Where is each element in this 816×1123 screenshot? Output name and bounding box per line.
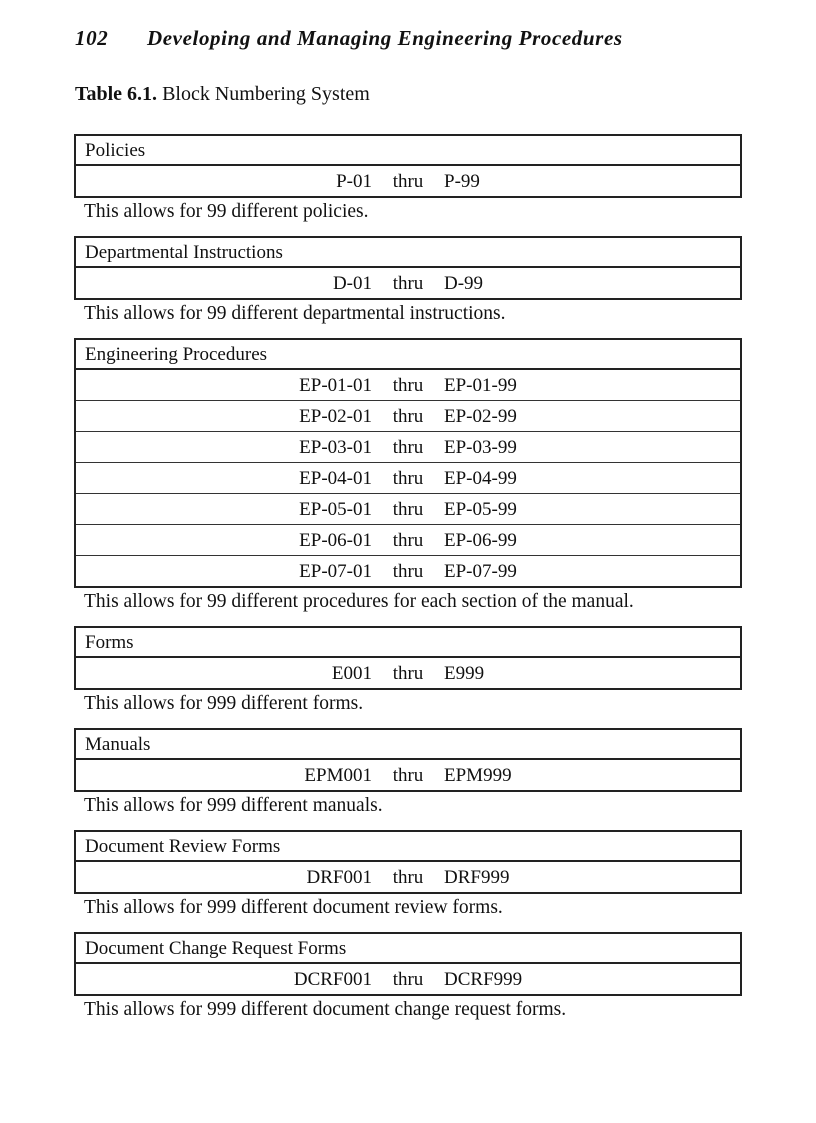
range-thru: thru: [392, 171, 424, 192]
numbering-block: [74, 626, 742, 716]
block-box: [74, 932, 742, 996]
range-row: [76, 493, 740, 524]
range-end: EP-02-99: [444, 406, 517, 427]
block-note: This allows for 99 different policies.: [84, 201, 369, 222]
book-title: Developing and Managing Engineering Procedures: [147, 26, 623, 50]
range-end: EPM999: [444, 765, 512, 786]
table-caption-title: Block Numbering System: [162, 83, 370, 105]
range-thru: thru: [392, 969, 424, 990]
numbering-block: [74, 338, 742, 614]
range-start: D-01: [332, 273, 372, 294]
range-thru: thru: [392, 468, 424, 489]
range-thru: thru: [392, 437, 424, 458]
range-thru: thru: [392, 765, 424, 786]
block-box: [74, 728, 742, 792]
running-head: [75, 26, 623, 51]
range-row: [76, 964, 740, 994]
range-end: D-99: [444, 273, 484, 294]
block-box: [74, 236, 742, 300]
block-title: Departmental Instructions: [76, 238, 740, 268]
block-ranges: [76, 862, 740, 892]
block-note: This allows for 999 different document review forms.: [84, 897, 503, 918]
range-row: [76, 370, 740, 400]
block-title: Policies: [76, 136, 740, 166]
range-start: DCRF001: [293, 969, 372, 990]
block-ranges: [76, 166, 740, 196]
range-thru: thru: [392, 406, 424, 427]
range-thru: thru: [392, 530, 424, 551]
range-start: DRF001: [306, 867, 372, 888]
range-thru: thru: [392, 561, 424, 582]
block-title: Document Review Forms: [76, 832, 740, 862]
range-start: EP-03-01: [299, 437, 372, 458]
block-numbering-table: [74, 134, 742, 1034]
block-note: This allows for 99 different procedures for each section of the manual.: [84, 591, 634, 612]
table-caption-label: Table 6.1.: [75, 83, 158, 105]
range-start: P-01: [336, 171, 372, 192]
page-number: 102: [75, 26, 109, 50]
range-end: EP-01-99: [444, 375, 517, 396]
range-start: EP-06-01: [299, 530, 372, 551]
block-note: This allows for 99 different departmental instructions.: [84, 303, 506, 324]
range-row: [76, 431, 740, 462]
block-note: This allows for 999 different document change request forms.: [84, 999, 567, 1020]
block-title: Engineering Procedures: [76, 340, 740, 370]
range-row: [76, 760, 740, 790]
block-ranges: [76, 964, 740, 994]
block-box: [74, 338, 742, 588]
numbering-block: [74, 134, 742, 224]
block-title: Document Change Request Forms: [76, 934, 740, 964]
block-box: [74, 626, 742, 690]
range-end: EP-06-99: [444, 530, 517, 551]
range-end: EP-04-99: [444, 468, 517, 489]
block-box: [74, 134, 742, 198]
block-box: [74, 830, 742, 894]
range-thru: thru: [392, 375, 424, 396]
block-ranges: [76, 760, 740, 790]
range-row: [76, 862, 740, 892]
range-row: [76, 400, 740, 431]
block-ranges: [76, 658, 740, 688]
range-row: [76, 462, 740, 493]
block-note: This allows for 999 different forms.: [84, 693, 364, 714]
range-thru: thru: [392, 867, 424, 888]
range-row: [76, 555, 740, 586]
range-start: EPM001: [304, 765, 372, 786]
range-row: [76, 268, 740, 298]
range-row: [76, 524, 740, 555]
numbering-block: [74, 728, 742, 818]
range-row: [76, 658, 740, 688]
block-ranges: [76, 370, 740, 586]
numbering-block: [74, 236, 742, 326]
range-end: DRF999: [444, 867, 510, 888]
range-start: EP-02-01: [299, 406, 372, 427]
range-end: DCRF999: [444, 969, 523, 990]
range-start: EP-01-01: [299, 375, 372, 396]
range-start: E001: [331, 663, 372, 684]
block-ranges: [76, 268, 740, 298]
range-start: EP-04-01: [299, 468, 372, 489]
block-title: Forms: [76, 628, 740, 658]
table-caption: [75, 83, 370, 106]
range-end: EP-05-99: [444, 499, 517, 520]
numbering-block: [74, 830, 742, 920]
range-start: EP-05-01: [299, 499, 372, 520]
range-end: EP-07-99: [444, 561, 517, 582]
range-row: [76, 166, 740, 196]
block-note: This allows for 999 different manuals.: [84, 795, 383, 816]
range-start: EP-07-01: [299, 561, 372, 582]
range-thru: thru: [392, 499, 424, 520]
range-end: E999: [444, 663, 485, 684]
range-end: EP-03-99: [444, 437, 517, 458]
range-end: P-99: [444, 171, 480, 192]
numbering-block: [74, 932, 742, 1022]
block-title: Manuals: [76, 730, 740, 760]
range-thru: thru: [392, 663, 424, 684]
range-thru: thru: [392, 273, 424, 294]
